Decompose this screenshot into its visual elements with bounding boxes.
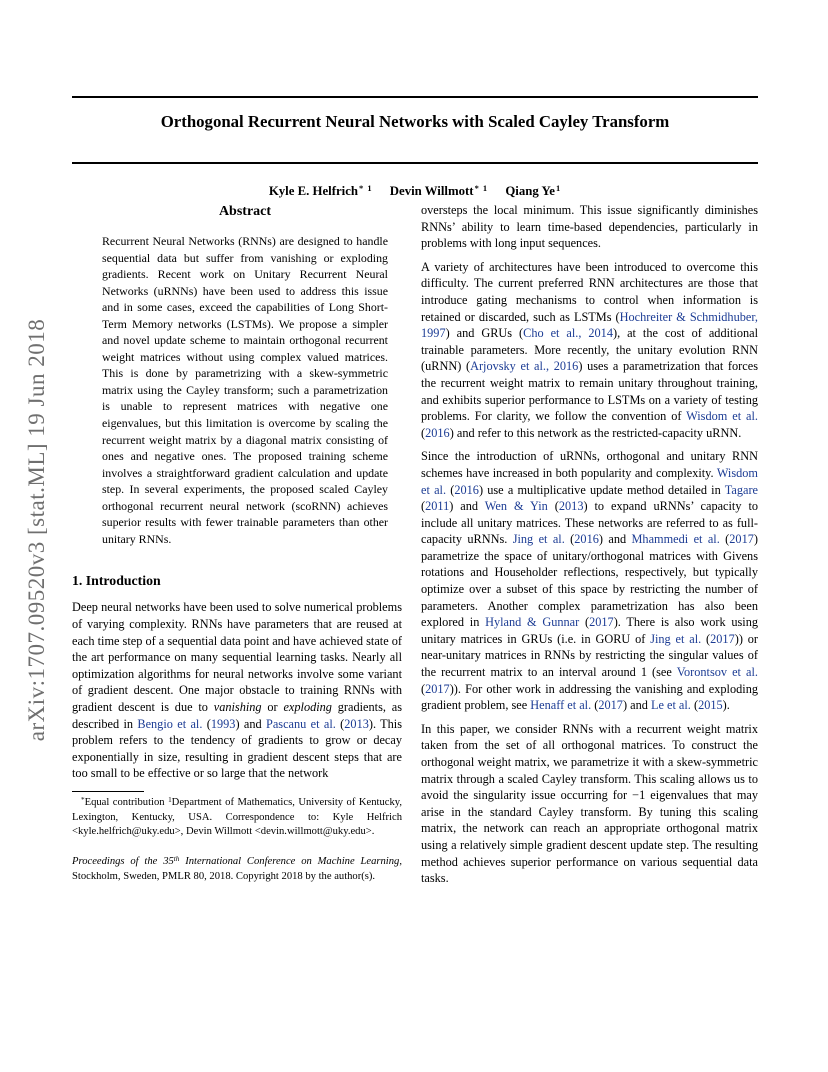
citation-link[interactable]: Le et al. [650, 698, 691, 713]
text-segment: * [81, 796, 85, 805]
citation-link[interactable]: Wisdom et al. [421, 465, 758, 497]
author [390, 184, 488, 198]
citation-link[interactable]: Jing et al. [650, 631, 702, 646]
author [505, 184, 561, 198]
citation-link[interactable]: 2017 [598, 698, 623, 713]
citation-link[interactable]: 2017 [729, 532, 754, 547]
citation-link[interactable]: Pascanu et al. [266, 716, 336, 731]
right-col-paragraph-4: In this paper, we consider RNNs with a recurrent weight matrix taken from the set of all orthogonal matrices. To construct the orthogonal weight matrix, we parametrize it with a skew-symmetric matrix through a scaled Cayley transform. This scaling allows us to avoid the singularity issue occurring for −1 eigenvalues that may arise in the standard Cayley transform. By tuning this scaling matrix, the network can reach an appropriate orthogonal matrix using a relatively simple gradient descent update step. The resulting method achieves superior performance on various sequential data tasks. [421, 721, 758, 886]
footnote-rule [72, 791, 144, 792]
citation-link[interactable]: Bengio et al. [137, 716, 203, 731]
proceedings-note: Proceedings of the 35th International Conference on Machine Learning, Stockholm, Sweden, PMLR 80, 2018. Copyright 2018 by the author(s). [72, 855, 402, 882]
two-column-body [72, 202, 758, 887]
text-segment: th [173, 855, 180, 864]
citation-link[interactable]: Mhammedi et al. [631, 532, 720, 547]
footnote-text: *Equal contribution $^1$Department of Mathematics, University of Kentucky, Lexington, Kentucky, USA. Correspondence to: Kyle Helfrich <kyle.helfrich@uky.edu>, Devin Willmott <devin.willmott@uky.edu>. [72, 796, 402, 838]
citation-link[interactable]: 2017 [710, 631, 735, 646]
author-name: Kyle E. Helfrich [268, 184, 359, 198]
header-rule-top [72, 96, 758, 98]
citation-link[interactable]: Hochreiter & Schmidhuber, 1997 [421, 309, 759, 341]
citation-link[interactable]: 2016 [454, 482, 479, 497]
left-column [72, 202, 402, 884]
text-segment: International Conference on Machine Learning [179, 856, 400, 868]
author-name: Qiang Ye [505, 184, 555, 198]
citation-link[interactable]: Wen & Yin [484, 499, 548, 514]
citation-link[interactable]: Henaff et al. [530, 698, 592, 713]
section-heading-introduction: 1. Introduction [72, 573, 161, 589]
citation-link[interactable]: 2011 [425, 499, 450, 514]
citation-link[interactable]: Arjovsky et al., 2016 [470, 359, 579, 374]
intro-paragraph: Deep neural networks have been used to solve numerical problems of varying complexity. RNNs have parameters that are reused at each time step of a sequential data point and have achieved state of the art performance on many sequential learning tasks. Nearly all optimization algorithms for neural networks involve some variant of gradient descent. One major obstacle to training RNNs with gradient descent is due to vanishing or exploding gradients, as described in Bengio et al. (1993) and Pascanu et al. (2013). This problem refers to the tendency of gradients to grow or decay exponentially in size, resulting in gradient descent steps that are too small to be effective or so large that the network [72, 600, 403, 781]
abstract-block [102, 204, 388, 547]
text-segment: vanishing [213, 699, 262, 714]
author-mark: 1 [555, 183, 562, 194]
text-segment: 1 [168, 796, 172, 805]
citation-link[interactable]: Tagare [724, 482, 759, 497]
abstract-heading: Abstract [218, 204, 272, 219]
citation-link[interactable]: Wisdom et al. [686, 409, 758, 424]
citation-link[interactable]: 2017 [425, 681, 450, 696]
citation-link[interactable]: 1993 [210, 716, 236, 731]
author-line [72, 184, 758, 199]
paper-title: Orthogonal Recurrent Neural Networks with Scaled Cayley Transform [160, 112, 670, 131]
right-col-paragraph-2: A variety of architectures have been introduced to overcome this difficulty. The current preferred RNN architectures are those that introduce gating mechanisms to control when information is retained or discarded, such as LSTMs (Hochreiter & Schmidhuber, 1997) and GRUs (Cho et al., 2014), at the cost of additional trainable parameters. More recently, the unitary evolution RNN (uRNN) (Arjovsky et al., 2016) uses a parametrization that forces the recurrent weight matrix to remain unitary throughout training, and exhibits superior performance to LSTMs on a variety of testing problems. For clarity, we follow the convention of Wisdom et al. (2016) and refer to this network as the restricted-capacity uRNN. [421, 259, 759, 440]
arxiv-stamp: arXiv:1707.09520v3 [stat.ML] 19 Jun 2018 [24, 318, 49, 742]
citation-link[interactable]: 2013 [558, 499, 584, 514]
citation-link[interactable]: 2015 [698, 698, 723, 713]
right-column [421, 202, 758, 887]
citation-link[interactable]: Jing et al. [512, 532, 565, 547]
citation-link[interactable]: 2017 [589, 615, 614, 630]
citation-link[interactable]: 2013 [344, 716, 369, 731]
author-mark: * 1 [474, 183, 489, 194]
author-mark: * 1 [359, 183, 373, 194]
header-rule-bottom [72, 162, 758, 164]
citation-link[interactable]: Hyland & Gunnar [485, 615, 580, 630]
right-col-paragraph-1: oversteps the local minimum. This issue significantly diminishes RNNs’ ability to learn time-based dependencies, particularly in problems with long input sequences. [421, 203, 758, 251]
right-col-paragraph-3: Since the introduction of uRNNs, orthogonal and unitary RNN schemes have increased in both popularity and complexity. Wisdom et al. (2016) use a multiplicative update method detailed in Tagare (2011) and Wen & Yin (2013) to expand uRNNs’ capacity to include all unitary matrices. These networks are referred to as full-capacity uRNNs. Jing et al. (2016) and Mhammedi et al. (2017) parametrize the space of unitary/orthogonal matrices with Givens rotations and Householder reflections, respectively, but typically optimize over a subset of this space by restricting the number of parameters. Another complex parametrization has also been explored in Hyland & Gunnar (2017). There is also work using unitary matrices in GRUs (i.e. in GORU of Jing et al. (2017)) or near-unitary matrices in RNNs by restricting the singular values of the recurrent matrix to an interval around 1 (see Vorontsov et al. (2017)). For other work in addressing the vanishing and exploding gradient problem, see Henaff et al. (2017) and Le et al. (2015). [421, 449, 759, 713]
citation-link[interactable]: 2016 [425, 425, 450, 440]
citation-link[interactable]: Vorontsov et al. [676, 665, 758, 680]
text-segment: exploding [283, 699, 332, 714]
text-segment: Proceedings of the 35 [72, 856, 174, 868]
author [269, 184, 373, 198]
abstract-text: Recurrent Neural Networks (RNNs) are designed to handle sequential data but suffer from vanishing or exploding gradients. Recent work on Unitary Recurrent Neural Networks (uRNNs) have been used to address this issue and in some cases, exceed the capabilities of Long Short-Term Memory networks (LSTMs). We propose a simpler and novel update scheme to maintain orthogonal recurrent weight matrices without using complex valued matrices. This is done by parametrizing with a skew-symmetric matrix using the Cayley transform; such a parametrization is unable to represent matrices with negative one eigenvalues, but this limitation is overcome by scaling the recurrent weight matrix by a diagonal matrix consisting of ones and negative ones. The proposed training scheme involves a straightforward gradient calculation and update step. In several experiments, the proposed scaled Cayley orthogonal recurrent neural network (scoRNN) achieves superior results with fewer trainable parameters than other unitary RNNs. [102, 234, 388, 546]
citation-link[interactable]: Cho et al., 2014 [523, 326, 613, 341]
author-name: Devin Willmott [389, 184, 474, 198]
citation-link[interactable]: 2016 [574, 532, 599, 547]
